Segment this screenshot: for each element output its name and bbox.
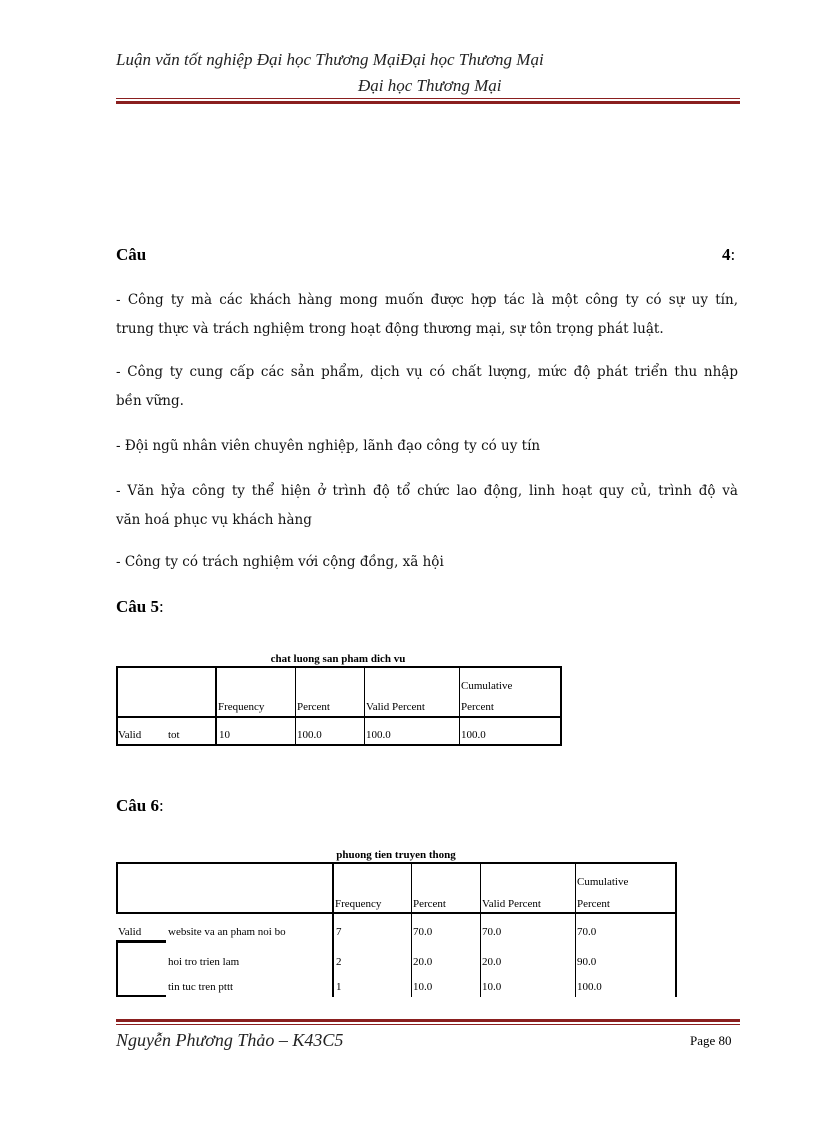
footer-rule-thin [116,1024,740,1025]
q6-col-sep-3 [575,862,576,997]
q5-border-header [116,716,562,718]
q4-para-1b: trung thực và trách nghiệm trong hoạt động thương mại, sự tôn trọng phát luật. [116,321,664,337]
q5-table-title: chat luong san pham dich vu [270,653,406,665]
q6-group-underline [116,940,166,943]
q5-col-sep-1 [295,666,296,746]
q4-para-4a: - Văn hỷa công ty thể hiện ở trình độ tổ chức lao động, linh hoạt quy củ, trình độ và [116,483,738,499]
q6-row-3-cumulative: 100.0 [577,981,602,993]
q6-th-cumulative: Cumulative [577,876,629,888]
q4-para-5: - Công ty có trách nghiệm với cộng đồng, xã hội [116,554,444,570]
q4-number: 4: [722,245,736,264]
q6-row-1-label: website va an pham noi bo [168,926,286,938]
q6-col-sep-1 [411,862,412,997]
footer-author: Nguyễn Phương Thảo – K43C5 [116,1030,344,1050]
header-rule-thick [116,101,740,104]
q5-th-percent: Percent [297,701,330,713]
q5-row-valid-percent: 100.0 [366,729,391,741]
q4-heading: Câu [116,245,147,264]
q6-row-3-valid-percent: 10.0 [482,981,502,993]
q5-col-sep-2 [364,666,365,746]
q6-border-header [116,912,677,914]
q6-row-3-label: tin tuc tren pttt [168,981,234,993]
q4-para-1a: - Công ty mà các khách hàng mong muốn được hợp tác là một công ty có sự uy tín, [116,292,738,308]
q4-para-3: - Đội ngũ nhân viên chuyên nghiệp, lãnh đạo công ty có uy tín [116,438,541,454]
q6-row-3-frequency: 1 [336,981,342,993]
q6-border-right [675,862,677,997]
q5-col-sep-3 [459,666,460,746]
q5-row-label: tot [168,729,180,741]
q5-row-cumulative: 100.0 [461,729,486,741]
q6-group-left [116,943,118,997]
q6-row-3-percent: 10.0 [413,981,433,993]
q5-th-cumulative: Cumulative [461,680,513,692]
q5-border-top [116,666,562,668]
q6-row-2-label: hoi tro trien lam [168,956,240,968]
q6-th-frequency: Frequency [335,898,382,910]
q5-th-valid-percent: Valid Percent [366,701,425,713]
q6-border-left [116,862,118,914]
q6-th-percent: Percent [413,898,446,910]
q5-th-cumulative-percent: Percent [461,701,494,713]
q6-group-bottom [116,995,166,997]
q6-row-1-percent: 70.0 [413,926,433,938]
header-rule-thin [116,98,740,99]
q4-para-4b: văn hoá phục vụ khách hàng [116,512,312,528]
q6-row-1-cumulative: 70.0 [577,926,597,938]
q6-col-sep-2 [480,862,481,997]
q6-heading: Câu 6: [116,796,164,815]
q6-th-cumulative-percent: Percent [577,898,610,910]
q6-row-2-cumulative: 90.0 [577,956,597,968]
q6-row-2-valid-percent: 20.0 [482,956,502,968]
q5-row-group: Valid [118,729,142,741]
q6-table-title: phuong tien truyen thong [336,849,456,861]
footer-rule-thick [116,1019,740,1022]
footer-page-number: Page 80 [690,1033,732,1048]
q5-border-bottom [116,744,562,746]
q5-border-label [215,666,217,746]
q4-para-2b: bền vững. [116,393,184,409]
q6-row-1-valid-percent: 70.0 [482,926,502,938]
q6-row-2-frequency: 2 [336,956,342,968]
q6-th-valid-percent: Valid Percent [482,898,541,910]
q6-border-label [332,862,334,997]
q5-th-frequency: Frequency [218,701,265,713]
q5-heading: Câu 5: [116,597,164,616]
q6-row-1-frequency: 7 [336,926,342,938]
q4-para-2a: - Công ty cung cấp các sản phẩm, dịch vụ có chất lượng, mức độ phát triển thu nhập [116,364,738,380]
q5-row-frequency: 10 [219,729,230,741]
header-line-2: Đại học Thương Mại [358,76,502,95]
q5-border-right [560,666,562,746]
q6-border-top [116,862,677,864]
q6-row-group: Valid [118,926,142,938]
q5-row-percent: 100.0 [297,729,322,741]
q6-row-2-percent: 20.0 [413,956,433,968]
header-line-1: Luận văn tốt nghiệp Đại học Thương MạiĐại học Thương Mại [116,50,544,69]
